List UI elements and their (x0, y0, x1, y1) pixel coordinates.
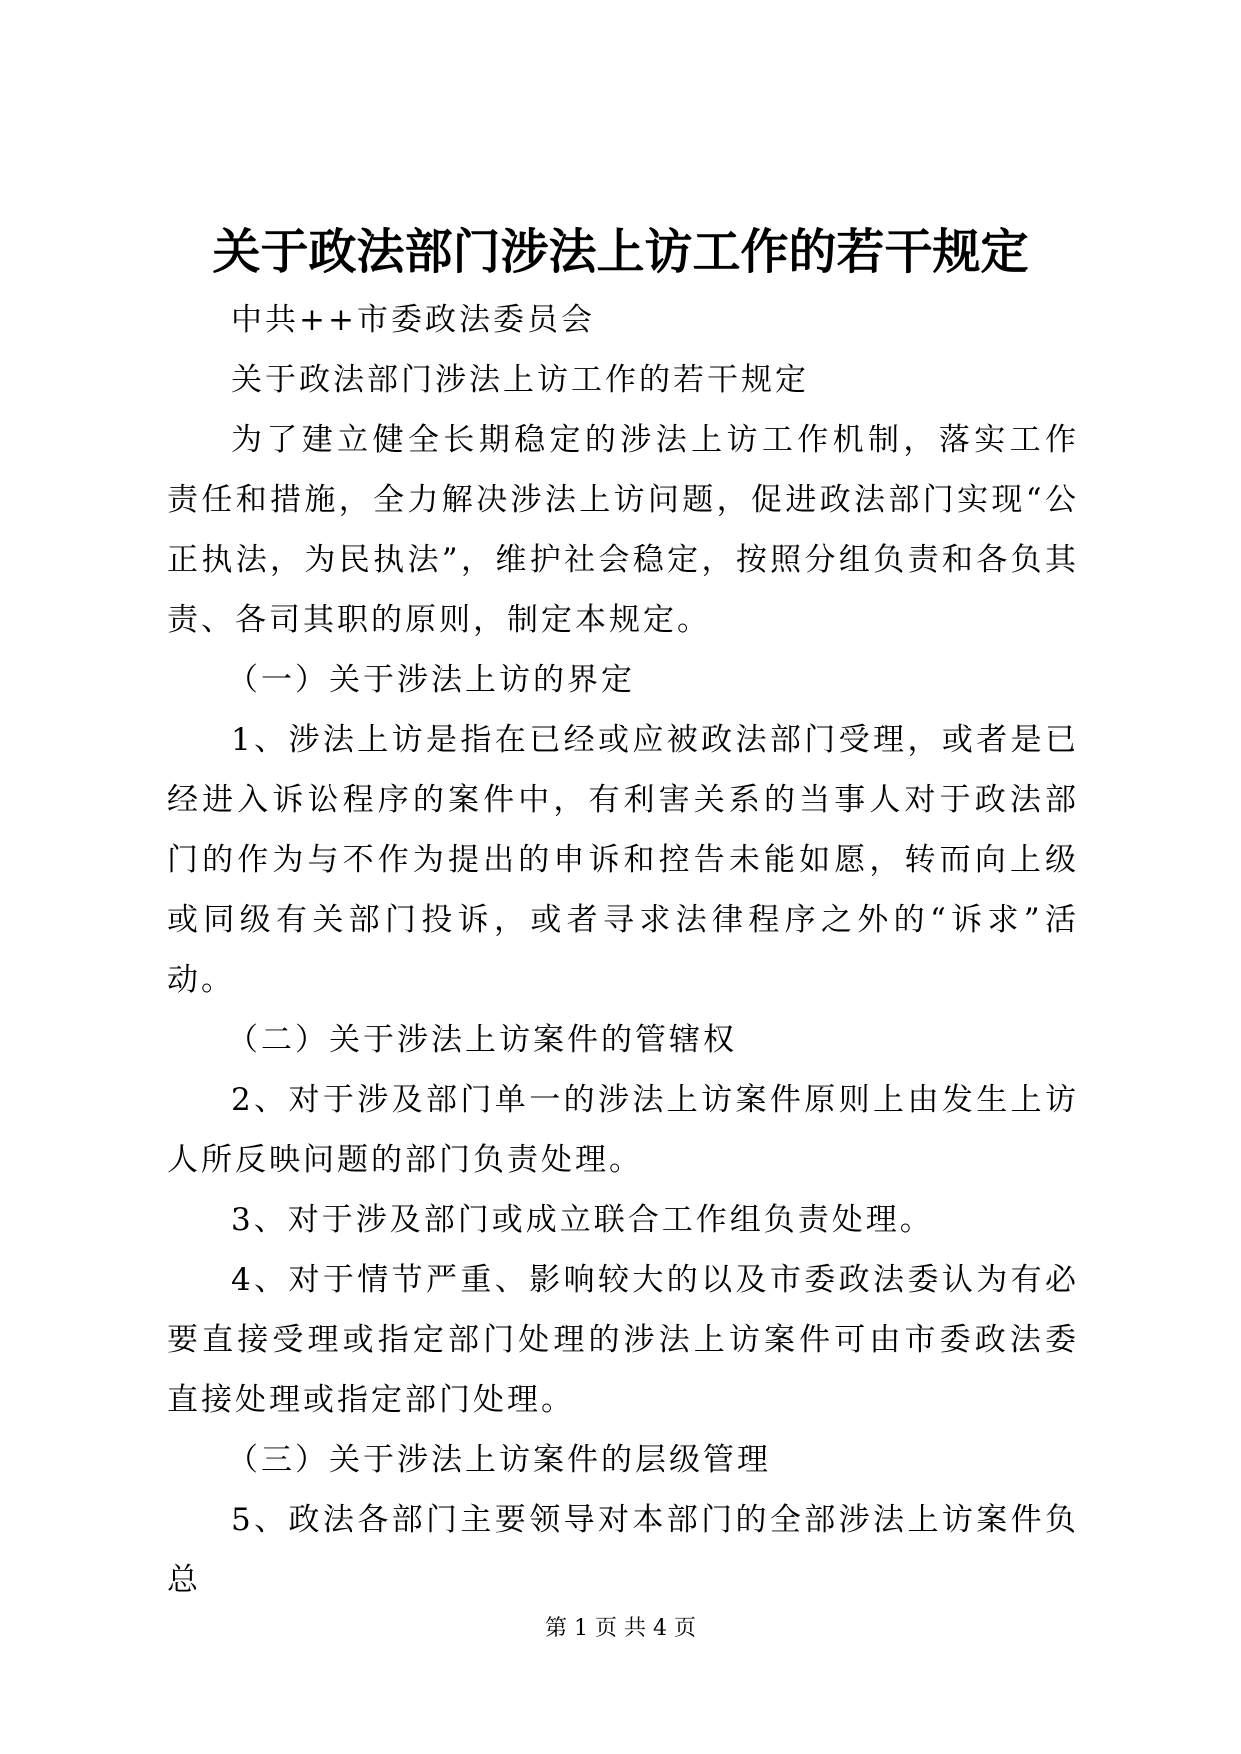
item-1-paragraph: 1、涉法上访是指在已经或应被政法部门受理，或者是已经进入诉讼程序的案件中，有利害关系的当事人对于政法部门的作为与不作为提出的申诉和控告未能如愿，转而向上级或同级有关部门投诉，或者寻求法律程序之外的“诉求”活动。 (167, 722, 1079, 998)
section-heading-3: （三）关于涉法上访案件的层级管理 (227, 1442, 771, 1478)
item-3-paragraph: 3、对于涉及部门或成立联合工作组负责处理。 (231, 1202, 934, 1238)
document-body (167, 290, 1079, 1610)
section-heading-1: （一）关于涉法上访的界定 (227, 662, 635, 698)
section-heading-2: （二）关于涉法上访案件的管辖权 (227, 1022, 737, 1058)
page-footer (0, 1614, 1241, 1644)
item-2-paragraph: 2、对于涉及部门单一的涉法上访案件原则上由发生上访人所反映问题的部门负责处理。 (167, 1082, 1079, 1178)
page-number: 第 1 页 共 4 页 (545, 1616, 696, 1641)
intro-paragraph: 为了建立健全长期稳定的涉法上访工作机制，落实工作责任和措施，全力解决涉法上访问题，促进政法部门实现“公正执法，为民执法”，维护社会稳定，按照分组负责和各负其责、各司其职的原则，制定本规定。 (167, 422, 1079, 638)
document-title: 关于政法部门涉法上访工作的若干规定 (212, 224, 1029, 280)
item-4-paragraph: 4、对于情节严重、影响较大的以及市委政法委认为有必要直接受理或指定部门处理的涉法上访案件可由市委政法委直接处理或指定部门处理。 (167, 1262, 1079, 1418)
item-5-paragraph: 5、政法各部门主要领导对本部门的全部涉法上访案件负总 (167, 1502, 1079, 1598)
issuer-line: 中共++市委政法委员会 (231, 302, 595, 338)
subtitle-line: 关于政法部门涉法上访工作的若干规定 (231, 362, 809, 398)
